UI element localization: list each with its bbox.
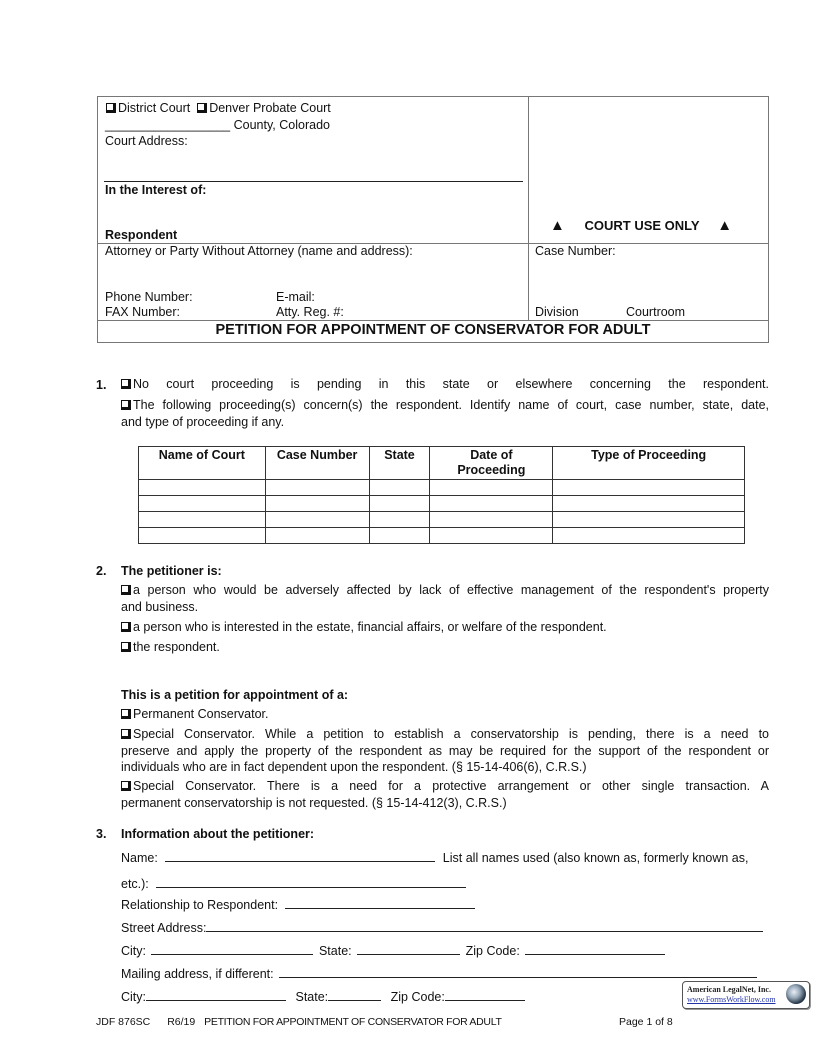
mailing-city-field[interactable] xyxy=(146,988,286,1001)
table-cell[interactable] xyxy=(139,496,266,512)
american-legalnet-logo[interactable] xyxy=(682,981,810,1009)
name-field[interactable] xyxy=(165,849,435,862)
logo-company: American LegalNet, Inc. xyxy=(687,985,771,994)
section-1-number: 1. xyxy=(96,378,107,392)
table-cell[interactable] xyxy=(369,496,430,512)
col-type-of-proceeding: Type of Proceeding xyxy=(553,447,745,480)
col-state: State xyxy=(369,447,430,480)
mailing-label: Mailing address, if different: xyxy=(121,967,274,981)
zip-label-2: Zip Code: xyxy=(390,990,445,1004)
names-used-label: List all names used (also known as, formerly known as, xyxy=(442,851,749,865)
table-cell[interactable] xyxy=(265,528,369,544)
footer-title: PETITION FOR APPOINTMENT OF CONSERVATOR FOR ADULT xyxy=(204,1016,502,1028)
section-3-number: 3. xyxy=(96,827,107,841)
table-cell[interactable] xyxy=(265,480,369,496)
courtroom-label: Courtroom xyxy=(626,305,686,319)
table-cell[interactable] xyxy=(430,480,553,496)
triangle-up-icon: ▲ xyxy=(717,217,733,234)
following-proceeding-option xyxy=(121,398,769,412)
city-label: City: xyxy=(121,944,146,958)
adversely-affected-label-cont: and business. xyxy=(121,600,199,614)
footer-form-id: JDF 876SC xyxy=(96,1016,151,1028)
court-type-row xyxy=(106,101,331,115)
table-header-row xyxy=(139,447,745,480)
table-cell[interactable] xyxy=(553,512,745,528)
county-label: County, Colorado xyxy=(233,118,330,132)
petitioner-option-respondent xyxy=(121,640,220,654)
respondent-label: Respondent xyxy=(105,228,178,242)
atty-reg-label: Atty. Reg. #: xyxy=(276,305,344,319)
table-row xyxy=(139,480,745,496)
other-names-field[interactable] xyxy=(156,875,466,888)
petitioner-option-adversely-affected xyxy=(121,583,769,597)
table-cell[interactable] xyxy=(430,496,553,512)
table-cell[interactable] xyxy=(265,512,369,528)
section-2-number: 2. xyxy=(96,564,107,578)
phone-label: Phone Number: xyxy=(105,290,193,304)
no-proceeding-option xyxy=(121,377,769,391)
table-cell[interactable] xyxy=(553,496,745,512)
appointment-option-permanent xyxy=(121,707,269,721)
footer-revision: R6/19 xyxy=(167,1016,196,1028)
special-conservator-pending-label-cont2: individuals who are in fact dependent upon the respondent. (§ 15-14-406(6), C.R.S.) xyxy=(121,760,587,774)
adversely-affected-label: a person who would be adversely affected by lack of effective management of the respondent's property xyxy=(133,583,769,597)
city-state-zip-row xyxy=(121,942,665,958)
petitioner-is-heading: The petitioner is: xyxy=(121,564,222,578)
case-number-label: Case Number: xyxy=(535,244,616,258)
table-cell[interactable] xyxy=(430,528,553,544)
following-proceeding-label-cont: and type of proceeding if any. xyxy=(121,415,285,429)
zip-label: Zip Code: xyxy=(465,944,520,958)
interested-person-label: a person who is interested in the estate, financial affairs, or welfare of the respondent. xyxy=(133,620,607,634)
table-row xyxy=(139,512,745,528)
no-proceeding-checkbox[interactable] xyxy=(121,379,131,389)
special-conservator-single-label: Special Conservator. There is a need for a protective arrangement or other single transaction. A xyxy=(133,779,769,793)
street-address-field[interactable] xyxy=(206,919,763,932)
special-conservator-pending-label-cont: preserve and apply the property of the respondent as may be required for the support of the respondent or xyxy=(121,744,769,758)
interested-person-checkbox[interactable] xyxy=(121,622,131,632)
table-cell[interactable] xyxy=(139,480,266,496)
city-label-2: City: xyxy=(121,990,146,1004)
name-label: Name: xyxy=(121,851,158,865)
special-conservator-single-label-cont: permanent conservatorship is not requested. (§ 15-14-412(3), C.R.S.) xyxy=(121,796,507,810)
table-row xyxy=(139,496,745,512)
table-cell[interactable] xyxy=(369,512,430,528)
district-court-label: District Court xyxy=(118,101,191,115)
in-the-interest-of-label: In the Interest of: xyxy=(105,183,207,197)
proceedings-table xyxy=(138,446,745,544)
table-cell[interactable] xyxy=(553,528,745,544)
special-conservator-single-checkbox[interactable] xyxy=(121,781,131,791)
attorney-label: Attorney or Party Without Attorney (name and address): xyxy=(105,244,413,258)
mailing-address-field[interactable] xyxy=(279,965,757,978)
col-case-number: Case Number xyxy=(265,447,369,480)
table-cell[interactable] xyxy=(369,480,430,496)
following-proceeding-checkbox[interactable] xyxy=(121,400,131,410)
state-field[interactable] xyxy=(357,942,460,955)
table-cell[interactable] xyxy=(430,512,553,528)
table-cell[interactable] xyxy=(369,528,430,544)
no-proceeding-label: No court proceeding is pending in this state or elsewhere concerning the respondent. xyxy=(133,377,769,391)
table-cell[interactable] xyxy=(265,496,369,512)
table-cell[interactable] xyxy=(553,480,745,496)
court-address-rule xyxy=(104,181,523,182)
appointment-option-special-pending xyxy=(121,727,769,741)
footer xyxy=(96,1016,502,1028)
mailing-zip-field[interactable] xyxy=(445,988,525,1001)
caption-divider-horizontal-2 xyxy=(97,320,769,321)
logo-url-link[interactable]: www.FormsWorkFlow.com xyxy=(687,995,776,1004)
county-field[interactable]: __________________ xyxy=(105,118,231,132)
table-cell[interactable] xyxy=(139,528,266,544)
relationship-field[interactable] xyxy=(285,896,475,909)
city-field[interactable] xyxy=(151,942,313,955)
court-use-only xyxy=(550,217,732,234)
district-court-checkbox[interactable] xyxy=(106,103,116,113)
following-proceeding-label: The following proceeding(s) concern(s) the respondent. Identify name of court, case number, state, date, xyxy=(133,398,769,412)
state-label-2: State: xyxy=(295,990,329,1004)
appointment-heading: This is a petition for appointment of a: xyxy=(121,688,349,702)
appointment-option-special-single xyxy=(121,779,769,793)
adversely-affected-checkbox[interactable] xyxy=(121,585,131,595)
triangle-up-icon: ▲ xyxy=(550,217,565,234)
denver-probate-court-checkbox[interactable] xyxy=(197,103,207,113)
col-name-of-court: Name of Court xyxy=(139,447,266,480)
the-respondent-label: the respondent. xyxy=(133,640,220,654)
court-use-only-label: COURT USE ONLY xyxy=(584,218,700,233)
state-label: State: xyxy=(318,944,352,958)
the-respondent-checkbox[interactable] xyxy=(121,642,131,652)
mailing-state-field[interactable] xyxy=(328,988,381,1001)
petitioner-option-interested xyxy=(121,620,607,634)
relationship-label: Relationship to Respondent: xyxy=(121,898,279,912)
caption-divider-vertical xyxy=(528,96,529,320)
relationship-row xyxy=(121,896,475,912)
division-label: Division xyxy=(535,305,579,319)
etc-row xyxy=(121,875,466,891)
name-row xyxy=(121,849,769,865)
special-conservator-pending-checkbox[interactable] xyxy=(121,729,131,739)
petitioner-info-heading: Information about the petitioner: xyxy=(121,827,315,841)
denver-probate-court-label: Denver Probate Court xyxy=(209,101,331,115)
special-conservator-pending-label: Special Conservator. While a petition to establish a conservatorship is pending, there is a need to xyxy=(133,727,769,741)
street-row xyxy=(121,919,763,935)
permanent-conservator-checkbox[interactable] xyxy=(121,709,131,719)
city-state-zip-row-2 xyxy=(121,988,525,1004)
col-date-of-proceeding: Date of Proceeding xyxy=(430,447,553,480)
county-row xyxy=(105,118,330,132)
footer-page-number: Page 1 of 8 xyxy=(619,1016,673,1028)
fax-label: FAX Number: xyxy=(105,305,181,319)
permanent-conservator-label: Permanent Conservator. xyxy=(133,707,269,721)
globe-icon xyxy=(786,984,806,1004)
table-cell[interactable] xyxy=(139,512,266,528)
email-label: E-mail: xyxy=(276,290,315,304)
zip-field[interactable] xyxy=(525,942,665,955)
etc-label: etc.): xyxy=(121,877,149,891)
mailing-row xyxy=(121,965,757,981)
court-address-label: Court Address: xyxy=(105,134,188,148)
street-label: Street Address: xyxy=(121,921,207,935)
form-title: PETITION FOR APPOINTMENT OF CONSERVATOR FOR ADULT xyxy=(215,322,651,338)
table-row xyxy=(139,528,745,544)
